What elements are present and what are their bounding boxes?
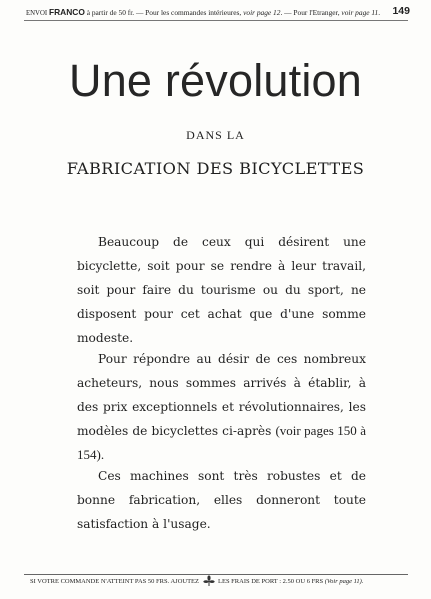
title-connector: DANS LA — [186, 128, 245, 142]
paragraph-offer-page-ref: (voir pages 150 à 154). — [77, 423, 366, 462]
page-header — [26, 7, 410, 17]
header-text-3: . — [378, 8, 381, 17]
page-subtitle: FABRICATION DES BICYCLETTES — [66, 159, 365, 178]
header-ref-2: voir page 11 — [341, 8, 379, 17]
fleuron-icon — [203, 575, 215, 587]
footer-left-text: SI VOTRE COMMANDE N'ATTEINT PAS 50 FRS. AJOUTEZ — [30, 577, 199, 585]
header-text-2: . — Pour l'Etranger, — [280, 8, 342, 17]
page-title: Une révolution — [69, 55, 362, 106]
header-text-1: à partir de 50 fr. — Pour les commandes intérieures, — [84, 8, 244, 17]
paragraph-offer-text: Pour répondre au désir de ces nombreux acheteurs, nous sommes arrivés à établir, à des prix exceptionnels et révolutionnaires, les modèles de bicyclettes ci-après — [77, 352, 366, 438]
header-ref-1: voir page 12 — [243, 8, 281, 17]
header-franco: FRANCO — [49, 7, 85, 17]
paragraph-quality: Ces machines sont très robustes et de bonne fabrication, elles donneront toute satisfaction à l'usage. — [77, 469, 366, 531]
page-number: 149 — [392, 5, 410, 17]
header-envoi: ENVOI — [26, 10, 48, 17]
page-footer — [30, 575, 408, 587]
footer-right-text: LES FRAIS DE PORT : 2.50 OU 6 FRS — [218, 577, 324, 585]
paragraph-offer — [77, 347, 366, 467]
header-divider — [24, 20, 408, 21]
paragraph-intro: Beaucoup de ceux qui désirent une bicyclette, soit pour se rendre à leur travail, soit pour faire du tourisme ou du sport, ne disposent pour cet achat que d'une somme modeste. — [77, 235, 366, 345]
footer-page-ref: (Voir page 11). — [324, 577, 364, 585]
